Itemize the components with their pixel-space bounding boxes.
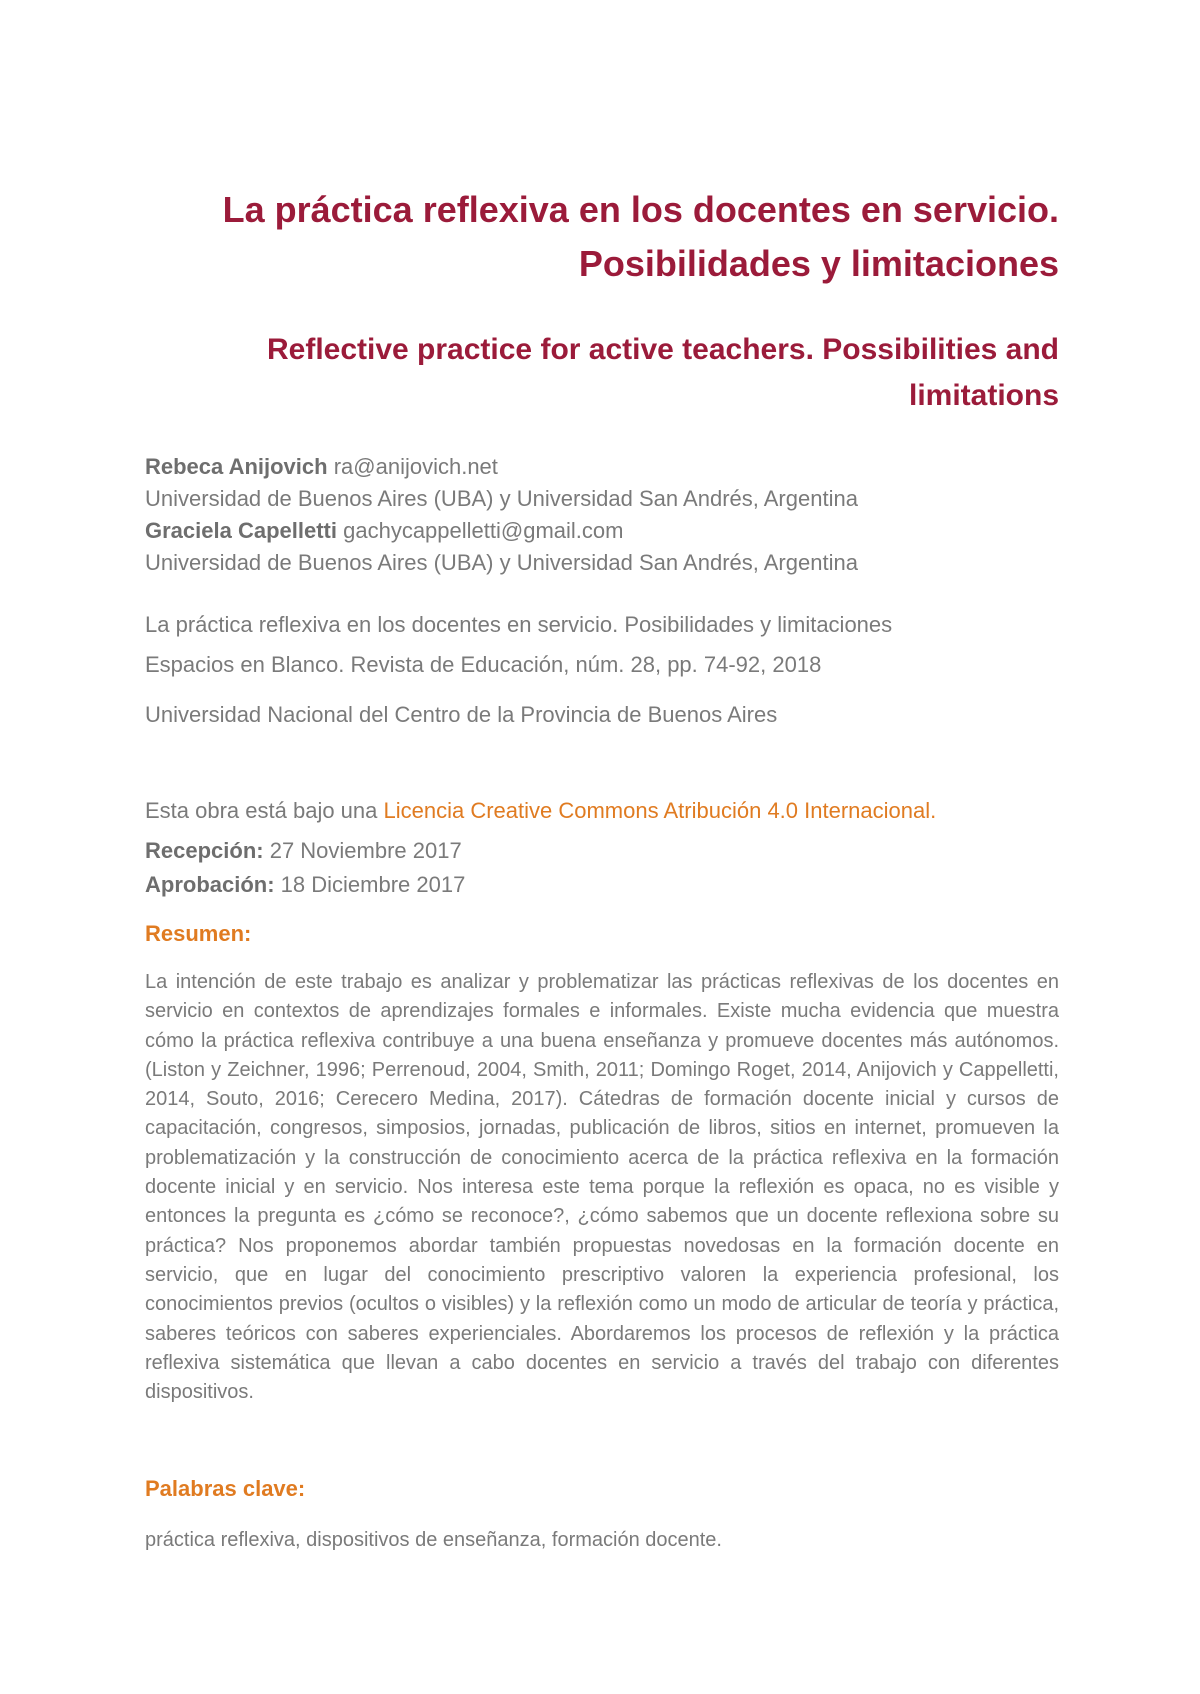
reference-journal: Espacios en Blanco. Revista de Educación, núm. 28, pp. 74-92, 2018	[145, 652, 822, 677]
author-2-affiliation: Universidad de Buenos Aires (UBA) y Universidad San Andrés, Argentina	[145, 550, 858, 575]
author-1-email: ra@anijovich.net	[333, 454, 498, 479]
approval-value: 18 Diciembre 2017	[274, 872, 466, 897]
license-statement	[145, 795, 1059, 827]
license-prefix: Esta obra está bajo una	[145, 798, 384, 823]
keywords-heading: Palabras clave:	[145, 1476, 306, 1501]
approval-date	[145, 869, 1059, 901]
reception-value: 27 Noviembre 2017	[263, 838, 462, 863]
author-2-email: gachycappelletti@gmail.com	[343, 518, 624, 543]
reception-label: Recepción:	[145, 838, 264, 863]
author-1-name: Rebeca Anijovich	[145, 454, 328, 479]
license-link[interactable]: Licencia Creative Commons Atribución 4.0 Internacional.	[383, 798, 937, 823]
author-2-line	[145, 515, 1059, 547]
reception-date	[145, 835, 1059, 867]
author-1-affiliation: Universidad de Buenos Aires (UBA) y Universidad San Andrés, Argentina	[145, 486, 858, 511]
reference-publisher: Universidad Nacional del Centro de la Provincia de Buenos Aires	[145, 702, 778, 727]
abstract-text: La intención de este trabajo es analizar y problematizar las prácticas reflexivas de los docentes en servicio en contextos de aprendizajes formales e informales. Existe mucha evidencia que muestra cómo la práctica reflexiva contribuye a una buena enseñanza y promueve docentes más autónomos. (Liston y Zeichner, 1996; Perrenoud, 2004, Smith, 2011; Domingo Roget, 2014, Anijovich y Cappelletti, 2014, Souto, 2016; Cerecero Medina, 2017). Cátedras de formación docente inicial y cursos de capacitación, congresos, simposios, jornadas, publicación de libros, sitios en internet, promueven la problematización y la construcción de conocimiento acerca de la práctica reflexiva en la formación docente inicial y en servicio. Nos interesa este tema porque la reflexión es opaca, no es visible y entonces la pregunta es ¿cómo se reconoce?, ¿cómo sabemos que un docente reflexiona sobre su práctica? Nos proponemos abordar también propuestas novedosas en la formación docente en servicio, que en lugar del conocimiento prescriptivo valoren la experiencia profesional, los conocimientos previos (ocultos o visibles) y la reflexión como un modo de articular de teoría y práctica, saberes teóricos con saberes experienciales. Abordaremos los procesos de reflexión y la práctica reflexiva sistemática que llevan a cabo docentes en servicio a través del trabajo con diferentes dispositivos.	[145, 971, 1059, 1404]
author-block	[145, 451, 1059, 579]
reference-article-title: La práctica reflexiva en los docentes en servicio. Posibilidades y limitaciones	[145, 612, 893, 637]
keywords-text: práctica reflexiva, dispositivos de enseñanza, formación docente.	[145, 1529, 722, 1551]
abstract-heading: Resumen:	[145, 921, 252, 946]
article-title: La práctica reflexiva en los docentes en servicio. Posibilidades y limitaciones	[222, 189, 1059, 284]
approval-label: Aprobación:	[145, 872, 275, 897]
author-1-line	[145, 451, 1059, 483]
author-2-name: Graciela Capelletti	[145, 518, 337, 543]
article-subtitle-english: Reflective practice for active teachers. Possibilities and limitations	[266, 333, 1059, 412]
